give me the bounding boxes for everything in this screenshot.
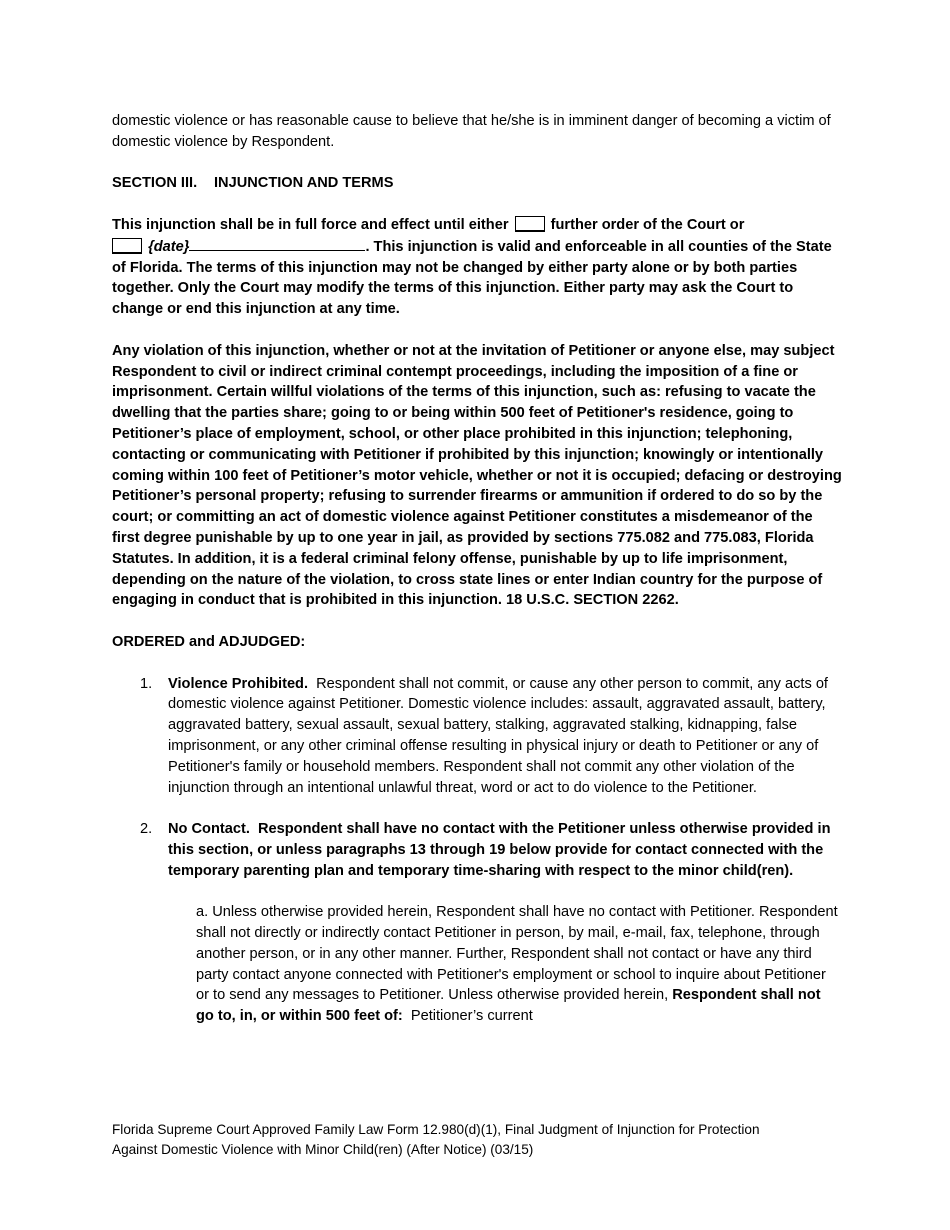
top-paragraph: domestic violence or has reasonable cause to believe that he/she is in imminent danger of becoming a victim of domestic violence by Respondent.	[112, 113, 831, 150]
date-label: {date}	[148, 238, 190, 255]
sub-a-tail: Petitioner’s current	[410, 1008, 533, 1025]
item-text: Respondent shall not commit, or cause any other person to commit, any acts of domestic violence against Petitioner. Domestic violence includes: assault, aggravated assault, battery, aggravated battery, sexual assault, sexual battery, stalking, aggravated stalking, kidnapping, false imprisonment, or any other criminal offense resulting in physical injury or death to Petitioner or any of Petitioner's family or household members. Respondent shall not commit any other violation of the injunction through an intentional unlawful threat, word or act to do violence to the Petitioner.	[168, 675, 828, 796]
item-title: Violence Prohibited.	[168, 675, 309, 692]
duration-paragraph	[112, 215, 842, 320]
order-item-no-contact	[112, 819, 842, 881]
date-field[interactable]	[189, 236, 365, 251]
further-order-checkbox[interactable]	[515, 216, 545, 232]
section-heading	[112, 173, 842, 194]
further-order-label: further order of the Court or	[550, 216, 745, 233]
document-page	[112, 111, 842, 1027]
section-title: INJUNCTION AND TERMS	[214, 175, 394, 192]
section-number: SECTION III.	[112, 175, 198, 192]
footer-line-1: Florida Supreme Court Approved Family Law Form 12.980(d)(1), Final Judgment of Injunction for Protection	[112, 1122, 760, 1137]
item-number: 2.	[140, 821, 153, 838]
date-checkbox[interactable]	[112, 238, 142, 254]
sub-a-bold: Respondent shall not go to, in, or within 500 feet of:	[196, 987, 821, 1025]
item-text: Respondent shall have no contact with the Petitioner unless otherwise provided in this section, or unless paragraphs 13 through 19 below provide for contact connected with the temporary parenting plan and temporary time-sharing with respect to the minor child(ren).	[168, 821, 831, 879]
footer-line-2: Against Domestic Violence with Minor Child(ren) (After Notice) (03/15)	[112, 1142, 534, 1157]
item-number: 1.	[140, 675, 153, 692]
page-footer	[112, 1120, 842, 1160]
duration-rest: . This injunction is valid and enforceable in all counties of the State of Florida. The terms of this injunction may not be changed by either party alone or by both parties together. Only the Court may modify the terms of this injunction. Either party may ask the Court to change or end this injunction at any time.	[112, 238, 832, 318]
duration-lead: This injunction shall be in full force and effect until either	[112, 216, 509, 233]
ordered-heading: ORDERED and ADJUDGED:	[112, 633, 306, 650]
order-item-violence	[112, 674, 842, 799]
sub-a-text: a. Unless otherwise provided herein, Respondent shall have no contact with Petitioner. Respondent shall not directly or indirectly contact Petitioner in person, by mail, e-mail, fax, telephone, through another person, or in any other manner. Further, Respondent shall not contact or have any third party contact anyone connected with Petitioner's employment or school to inquire about Petitioner or to send any messages to Petitioner. Unless otherwise provided herein,	[196, 904, 838, 1004]
item-title: No Contact.	[168, 821, 250, 838]
sub-item-a	[112, 902, 842, 1027]
violation-paragraph: Any violation of this injunction, whether or not at the invitation of Petitioner or anyone else, may subject Respondent to civil or indirect criminal contempt proceedings, including the imposition of a fine or imprisonment. Certain willful violations of the terms of this injunction, such as: refusing to vacate the dwelling that the parties share; going to or being within 500 feet of Petitioner's residence, going to Petitioner’s place of employment, school, or other place prohibited in this injunction; telephoning, contacting or communicating with Petitioner if prohibited by this injunction; knowingly or intentionally coming within 100 feet of Petitioner’s motor vehicle, whether or not it is occupied; defacing or destroying Petitioner’s personal property; refusing to surrender firearms or ammunition if ordered to do so by the court; or committing an act of domestic violence against Petitioner constitutes a misdemeanor of the first degree punishable by up to one year in jail, as provided by sections 775.082 and 775.083, Florida Statutes. In addition, it is a federal criminal felony offense, punishable by up to life imprisonment, depending on the nature of the violation, to cross state lines or enter Indian country for the purpose of engaging in conduct that is prohibited in this injunction. 18 U.S.C. SECTION 2262.	[112, 342, 842, 609]
